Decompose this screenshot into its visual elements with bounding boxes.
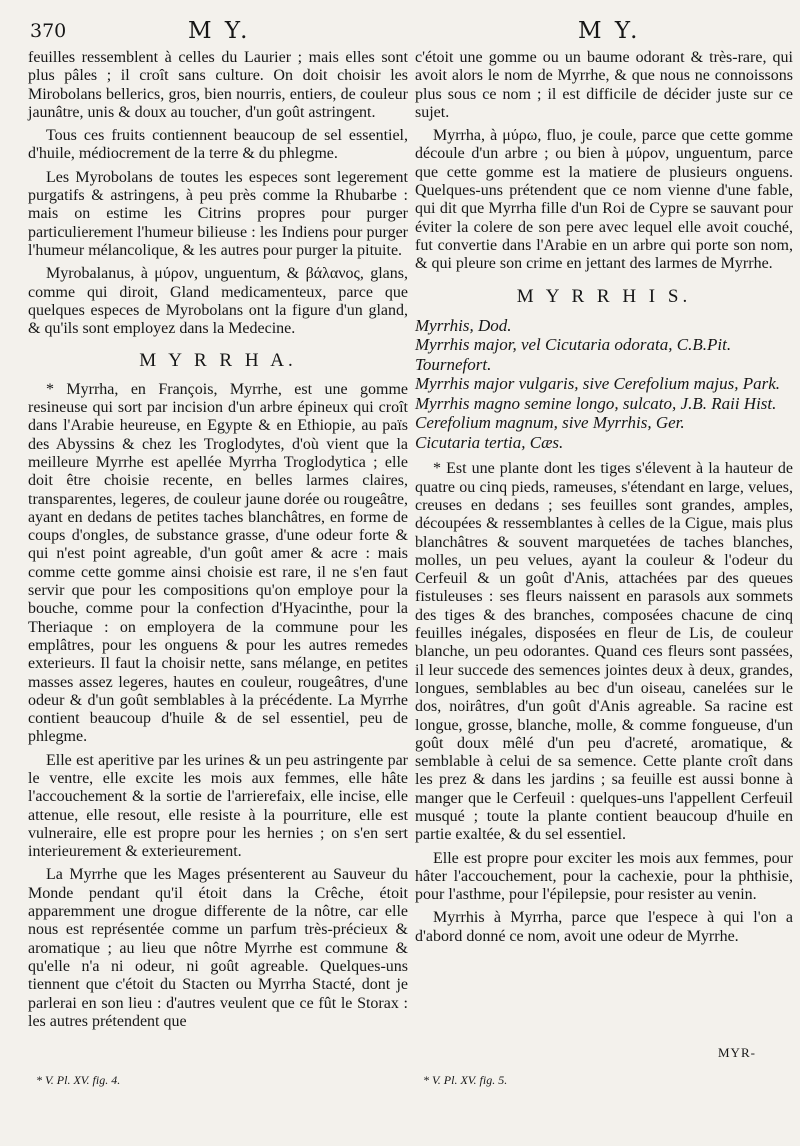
section-title-myrrhis: M Y R R H I S. (516, 285, 692, 307)
synonym-entry: Myrrhis magno semine longo, sulcato, J.B. Raii Hist. (415, 393, 777, 413)
paragraph-myrrha-etymology: Myrrha, à μύρω, fluo, je coule, parce que cette gomme découle d'un arbre ; ou bien à μύρον, unguentum, parce que cette gomme est la matiere de plusieurs onguens. Quelques-uns prétendent que ce nom vienne d'une fable, qui dit que Myrrha fille d'un Roi de Cypre se sauvant pour éviter la colere de son pere avec lequel elle avoit couché, fut convertie dans l'Arabie en un arbre qui porte son nom, & qui pleure son crime en jettant des larmes de Myrrhe. (415, 127, 793, 273)
synonym-entry: Myrrhis major, vel Cicutaria odorata, C.B.Pit. Tournefort. (415, 335, 732, 374)
paragraph-myrrhis-description: * Est une plante dont les tiges s'élevent à la hauteur de quatre ou cinq pieds, rameuses, s'étendant en large, velues, creuses en dedans ; ses feuilles sont grandes, amples, découpées & ressemblantes à celles de la Cigue, mais plus blanchâtres & souvent marquetées de taches blanches, molles, un peu velues, ayant la couleur & l'odeur du Cerfeuil & un goût d'Anis, attachées par des queues fistuleuses : ses fleurs naissent en parasols aux sommets des tiges & des branches, composées chacune de cinq feuilles inégales, disposées en fleur de Lis, de couleur blanche, un peu odorantes. Quand ces fleurs sont passées, il leur succede des semences jointes deux à deux, grandes, longues, semblables au bec d'un oiseau, canelées sur le dos, noirâtres, d'un goût d'Anis agreable. Sa racine est longue, grosse, blanche, molle, & comme fongueuse, d'un goût doux mêlé d'un peu d'acreté, aromatique, & semblable à celui de sa semence. Cette plante croît dans les prez & dans les jardins ; sa feuille est aussi bonne à manger que le Cerfeuil : quelques-uns l'appellent Cerfeuil musqué ; toute la plante contient beaucoup d'huile en partie exaltée, & du sel essentiel. (415, 460, 793, 844)
catchword: MYR- (718, 1045, 756, 1060)
synonym-entry: Myrrhis major vulgaris, sive Cerefolium majus, Park. (415, 374, 781, 394)
paragraph-myrrh-continuation: c'étoit une gomme ou un baume odorant & très-rare, qui avoit alors le nom de Myrrhe, & que nous ne connoissons plus sous ce nom ; il est difficile de décider juste sur ce sujet. (415, 49, 793, 121)
synonym-entry: Cerefolium magnum, sive Myrrhis, Ger. (415, 413, 685, 433)
paragraph-myrrhis-virtues: Elle est propre pour exciter les mois aux femmes, pour hâter l'accouchement, pour la cachexie, pour la phthisie, pour l'asthme, pour l'épilepsie, pour resister au venin. (415, 849, 793, 904)
right-column (415, 49, 793, 951)
synonym-list (415, 316, 793, 453)
paragraph-myrrhis-etymology: Myrrhis à Myrrha, parce que l'espece à qui l'on a d'abord donné ce nom, avoit une odeur de Myrrhe. (415, 909, 793, 945)
running-head-left: M Y. (188, 18, 251, 44)
page-number: 370 (30, 20, 67, 42)
synonym-entry: Myrrhis, Dod. (415, 315, 512, 335)
paragraph-myrrha-magi: La Myrrhe que les Mages présenterent au Sauveur du Monde pendant qu'il étoit dans la Crêche, étoit apparemment une drogue differente de la nôtre, car elle nous est représentée comme un parfum très-précieux & aromatique ; au lieu que nôtre Myrrhe est commune & qu'elle n'a ni odeur, ni goût agreable. Quelques-uns tiennent que c'étoit du Stacten ou Myrrha Stacté, dont je parlerai en son lieu : d'autres veulent que ce fût le Storax : les autres prétendent que (28, 866, 408, 1030)
section-title-myrrha: M Y R R H A. (139, 350, 297, 372)
paragraph-myrobalanus-etymology: Myrobalanus, à μύρον, unguentum, & βάλανος, glans, comme qui diroit, Gland medicamenteux, parce que quelques especes de Myrobolans ont la figure d'un gland, & qu'ils sont employez dans la Medecine. (28, 265, 408, 338)
left-column (28, 49, 408, 1036)
paragraph-myrobolans-bellerics: feuilles ressemblent à celles du Laurier ; mais elles sont plus pâles ; il croît sans culture. On doit choisir les Mirobolans bellerics, gros, bien nourris, entiers, de couleur jaunâtre, unis & doux au toucher, d'un goût astringent. (28, 49, 408, 121)
running-head-right: M Y. (578, 18, 641, 44)
paragraph-myrobolans-properties: Les Myrobolans de toutes les especes sont legerement purgatifs & astringens, à peu près comme la Rhubarbe : mais on estime les Citrins propres pour purger particulierement l'humeur bilieuse : les Indiens pour purger l'humeur mélancolique, & les autres pour purger la pituite. (28, 168, 408, 259)
paragraph-fruit-content: Tous ces fruits contiennent beaucoup de sel essentiel, d'huile, médiocrement de la terre & du phlegme. (28, 127, 408, 163)
footnote-right: * V. Pl. XV. fig. 5. (423, 1073, 508, 1087)
paragraph-myrrha-description: * Myrrha, en François, Myrrhe, est une gomme resineuse qui sort par incision d'un arbre épineux qui croît dans l'Arabie heureuse, en Egypte & en Ethiopie, au païs des Abyssins & chez les Troglodytes, d'où vient que la meilleure Myrrhe est apellée Myrrha Troglodytica ; elle doit être choisie recente, en belles larmes claires, transparentes, legeres, de couleur jaune dorée ou rougeâtre, ayant en dedans de petites taches blanchâtres, en forme de coups d'ongles, de substance grasse, d'une odeur forte & qui n'est point agreable, d'un goût amer & acre : mais comme cette gomme ainsi choisie est rare, il ne s'en faut servir que pour les compositions qu'on employe pour la bouche, comme pour la confection d'Hyacinthe, pour la Theriaque : on employera de la commune pour les emplâtres, pour les onguens & pour les autres remedes exterieurs. Il faut la choisir nette, sans mélange, en petites masses assez legeres, hautes en couleur, rougeâtres, d'une odeur & d'un goût semblables à la précédente. La Myrrhe contient beaucoup d'huile & de sel essentiel, peu de phlegme. (28, 380, 408, 746)
footnote-left: * V. Pl. XV. fig. 4. (36, 1073, 121, 1087)
paragraph-myrrha-virtues: Elle est aperitive par les urines & un peu astringente par le ventre, elle excite les mois aux femmes, elle hâte l'accouchement & la sortie de l'arrierefaix, elle incise, elle attenue, elle resout, elle resiste à la pourriture, elle est vulneraire, elle est propre pour les hernies ; on s'en sert interieurement & exterieurement. (28, 751, 408, 861)
synonym-entry: Cicutaria tertia, Cæs. (415, 432, 564, 452)
